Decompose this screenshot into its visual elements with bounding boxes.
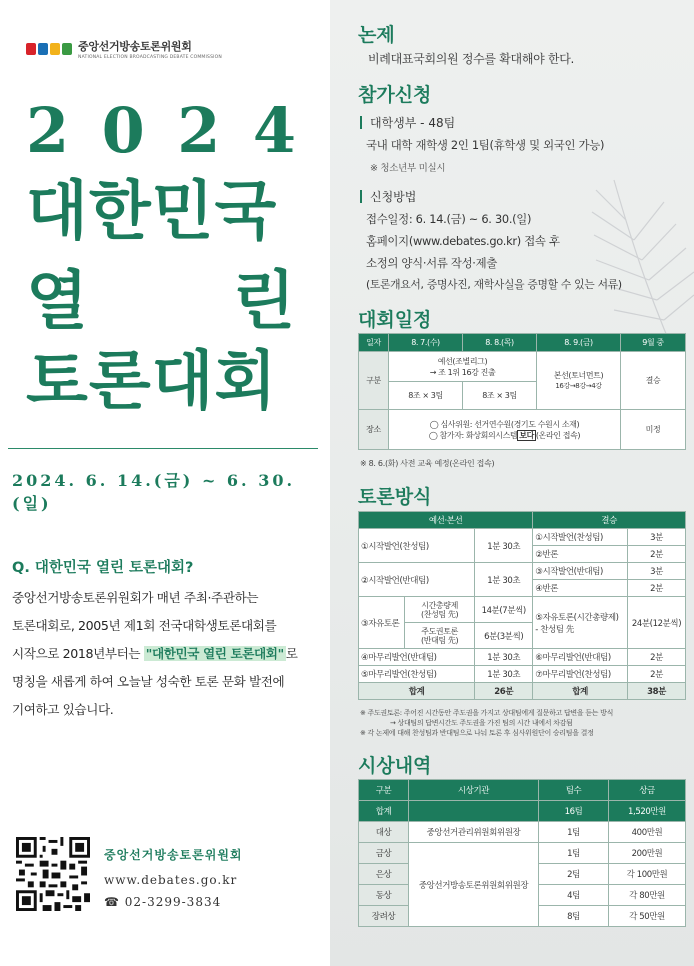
awards-cell: 각 80만원 [609, 885, 686, 906]
awards-cell: 중앙선거방송토론위원회위원장 [409, 843, 539, 927]
debate-prelim-item: ①시작발언(찬성팀) [359, 529, 475, 563]
debate-prelim-time: 1분 30초 [475, 649, 533, 666]
schedule-note: ※ 8. 6.(화) 사전 교육 예정(온라인 접속) [360, 459, 495, 468]
debate-final-time: 3분 [628, 529, 686, 546]
intro-line [12, 640, 322, 668]
intro-line: 토론대회로, 2005년 제1회 전국대학생토론대회를 [12, 618, 277, 633]
intro-highlight: "대한민국 열린 토론대회" [145, 646, 284, 661]
logo-org-name: 중앙선거방송토론위원회 [78, 40, 192, 53]
debate-total-time: 38분 [628, 683, 686, 700]
debate-note: → 상대팀의 답변시간도 주도권을 가진 팀의 시간 내에서 차감됨 [390, 719, 573, 727]
schedule-place-line [389, 430, 620, 441]
intro-line: 중앙선거방송토론위원회가 매년 주최·주관하는 [12, 590, 259, 605]
debate-final-time: 24분(12분씩) [628, 597, 686, 649]
intro-text: 로 [285, 646, 298, 661]
awards-heading: 시상내역 [358, 755, 432, 777]
apply-sub-label: 신청방법 [370, 190, 417, 204]
debate-col-header: 예선·본선 [359, 512, 533, 529]
awards-col-header: 상금 [609, 780, 686, 801]
schedule-prelim-a: 8조 × 3팀 [389, 382, 463, 410]
title-line-3 [26, 265, 296, 339]
apply-heading: 참가신청 [358, 84, 432, 106]
schedule-col-header: 8. 8.(목) [463, 334, 537, 352]
awards-cell: 200만원 [609, 843, 686, 864]
apply-line: 접수일정: 6. 14.(금) ~ 6. 30.(일) [366, 212, 532, 226]
year-digit: 0 [101, 94, 145, 167]
debate-prelim-item: ③자유토론 [359, 597, 405, 649]
schedule-place [389, 410, 621, 450]
debate-prelim-time: 1분 30초 [475, 563, 533, 597]
debate-total-label: 합계 [359, 683, 475, 700]
debate-prelim-item: ④마무리발언(반대팀) [359, 649, 475, 666]
debate-final-time: 2분 [628, 546, 686, 563]
apply-sub-method [360, 188, 416, 205]
left-panel [0, 0, 330, 966]
title-char: 열 [26, 265, 89, 339]
awards-cell: 중앙선거관리위원회위원장 [409, 822, 539, 843]
apply-sub-students [360, 114, 455, 131]
apply-eligibility: 국내 대학 재학생 2인 1팀(휴학생 및 외국인 가능) [366, 138, 605, 152]
schedule-main-title: 본선(토너먼트) [553, 371, 604, 380]
debate-table [358, 511, 686, 700]
apply-line: (토론개요서, 증명사진, 재학사실을 증명할 수 있는 서류) [366, 278, 622, 291]
schedule-prelim-sub: → 조 1위 16강 진출 [429, 367, 496, 377]
right-panel [330, 0, 694, 966]
debate-final-item: ⑦마무리발언(찬성팀) [533, 666, 628, 683]
schedule-main-sub: 16강→8강→4강 [555, 382, 602, 390]
debate-final-time: 3분 [628, 563, 686, 580]
year-digit: 2 [26, 94, 70, 167]
debate-prelim-time: 1분 30초 [475, 666, 533, 683]
title-year [26, 94, 296, 167]
org-logo [26, 38, 222, 60]
qr-code-icon[interactable] [16, 837, 90, 911]
title-line-4: 토론대회 [26, 345, 278, 419]
year-digit: 2 [177, 94, 221, 167]
apply-note: ※ 청소년부 미실시 [370, 163, 446, 174]
event-date: 2024. 6. 14.(금) ~ 6. 30.(일) [12, 471, 296, 513]
apply-line: 소정의 양식·서류 작성·제출 [366, 256, 498, 270]
footer-phone: ☎ 02-3299-3834 [104, 895, 222, 909]
debate-final-time: 2분 [628, 666, 686, 683]
awards-total-cell: 16팀 [539, 801, 609, 822]
debate-final-time: 2분 [628, 580, 686, 597]
topic-heading: 논제 [358, 24, 395, 46]
debate-total-time: 26분 [475, 683, 533, 700]
title-line-2: 대한민국 [26, 175, 278, 249]
section-bar [360, 190, 362, 203]
awards-cell: 장려상 [359, 906, 409, 927]
schedule-col-header: 9월 중 [621, 334, 686, 352]
debate-final-item: ④반론 [533, 580, 628, 597]
schedule-prelim-title: 예선(조별리그) [437, 356, 488, 366]
logo-org-sub: NATIONAL ELECTION BROADCASTING DEBATE COMMISSION [78, 55, 222, 60]
apply-line: 홈페이지(www.debates.go.kr) 접속 후 [366, 234, 560, 248]
debate-final-time: 2분 [628, 649, 686, 666]
title-divider [8, 448, 318, 449]
awards-cell: 대상 [359, 822, 409, 843]
debate-prelim-subitem: 시간총량제 (찬성팀 先) [405, 597, 475, 623]
schedule-place-line: ◯ 심사위원: 선거연수원(경기도 수원시 소재) [429, 419, 580, 429]
awards-cell: 은상 [359, 864, 409, 885]
footer-contact [104, 846, 243, 909]
intro-line: 기여하고 있습니다. [12, 702, 114, 717]
schedule-place-text: (온라인 접속) [535, 430, 581, 440]
year-digit: 4 [252, 94, 296, 167]
debate-prelim-time: 14분(7분씩) [475, 597, 533, 623]
debate-prelim-item: ②시작발언(반대팀) [359, 563, 475, 597]
awards-cell: 400만원 [609, 822, 686, 843]
debate-prelim-item: ⑤마무리발언(찬성팀) [359, 666, 475, 683]
intro-question: Q. 대한민국 열린 토론대회? [12, 560, 194, 576]
awards-cell: 동상 [359, 885, 409, 906]
awards-col-header: 구분 [359, 780, 409, 801]
debate-prelim-time: 1분 30초 [475, 529, 533, 563]
awards-table [358, 779, 686, 927]
awards-cell: 금상 [359, 843, 409, 864]
schedule-final: 결승 [621, 352, 686, 410]
section-bar [360, 116, 362, 129]
awards-cell: 각 100만원 [609, 864, 686, 885]
debate-final-item: ③시작발언(반대팀) [533, 563, 628, 580]
awards-col-header: 팀수 [539, 780, 609, 801]
schedule-prelim-b: 8조 × 3팀 [463, 382, 537, 410]
schedule-table [358, 333, 686, 450]
schedule-col-header: 8. 9.(금) [537, 334, 621, 352]
debate-final-item: ②반론 [533, 546, 628, 563]
awards-cell: 2팀 [539, 864, 609, 885]
awards-total-cell [409, 801, 539, 822]
schedule-main [537, 352, 621, 410]
schedule-heading: 대회일정 [358, 309, 432, 331]
logo-mark-icon [26, 43, 72, 55]
footer-org-name: 중앙선거방송토론위원회 [104, 848, 243, 862]
schedule-place-text: ◯ 참가자: 화상회의시스템 [428, 430, 518, 440]
awards-cell: 8팀 [539, 906, 609, 927]
awards-cell: 1팀 [539, 822, 609, 843]
intro-text: 시작으로 2018년부터는 [12, 646, 144, 661]
debate-note: ※ 각 논제에 대해 찬성팀과 반대팀으로 나눠 토론 후 심사위원단이 승리팀을 결정 [360, 729, 594, 737]
boda-logo: 보다 [519, 430, 534, 440]
schedule-place-final: 미정 [621, 410, 686, 450]
awards-cell: 각 50만원 [609, 906, 686, 927]
debate-total-label: 합계 [533, 683, 628, 700]
footer-website-link[interactable]: www.debates.go.kr [104, 873, 238, 887]
awards-cell: 4팀 [539, 885, 609, 906]
debate-final-item: ⑤자유토론(시간총량제) - 찬성팀 先 [533, 597, 628, 649]
debate-prelim-subitem: 주도권토론 (반대팀 先) [405, 623, 475, 649]
intro-body [12, 584, 322, 724]
debate-col-header: 결승 [533, 512, 686, 529]
apply-sub-label: 대학생부 - 48팀 [370, 116, 456, 130]
topic-text: 비례대표국회의원 정수를 확대해야 한다. [368, 52, 575, 66]
awards-cell: 1팀 [539, 843, 609, 864]
schedule-col-header: 일자 [359, 334, 389, 352]
debate-note: ※ 주도권토론: 주어진 시간동안 주도권을 가지고 상대팀에게 질문하고 답변을 듣는 방식 [360, 709, 614, 717]
awards-total-cell: 1,520만원 [609, 801, 686, 822]
schedule-prelim [389, 352, 537, 382]
debate-prelim-time: 6분(3분씩) [475, 623, 533, 649]
schedule-row-label: 장소 [359, 410, 389, 450]
intro-line: 명칭을 새롭게 하여 오늘날 성숙한 토론 문화 발전에 [12, 674, 285, 689]
title-char: 린 [233, 265, 296, 339]
debate-final-item: ①시작발언(찬성팀) [533, 529, 628, 546]
schedule-col-header: 8. 7.(수) [389, 334, 463, 352]
debate-final-item: ⑥마무리발언(반대팀) [533, 649, 628, 666]
awards-col-header: 시상기관 [409, 780, 539, 801]
debate-heading: 토론방식 [358, 486, 432, 508]
awards-total-cell: 합계 [359, 801, 409, 822]
schedule-row-label: 구분 [359, 352, 389, 410]
